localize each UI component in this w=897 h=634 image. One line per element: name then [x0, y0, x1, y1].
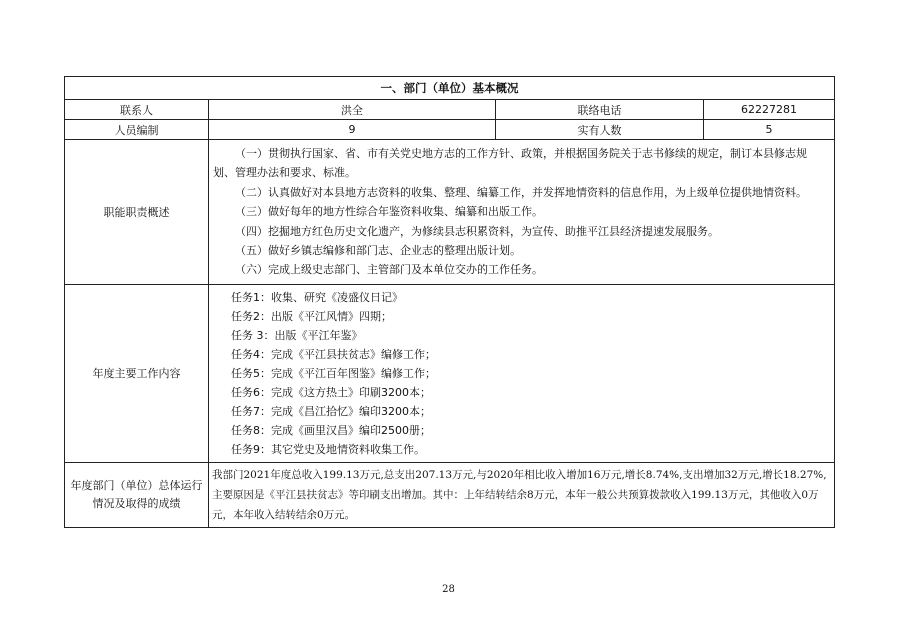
task-item: 任务5：完成《平江百年图鉴》编修工作；: [231, 366, 436, 380]
contact-value: 洪全: [209, 100, 496, 120]
duty-item: （一）贯彻执行国家、省、市有关党史地方志的工作方针、政策，并根据国务院关于志书修续的规定，制订本县修志规划、管理办法和要求、标准。: [213, 147, 807, 180]
tasks-label: 年度主要工作内容: [65, 284, 209, 462]
duties-content: [209, 140, 835, 285]
contact-row: [65, 100, 835, 120]
summary-text: 我部门2021年度总收入199.13万元,总支出207.13万元,与2020年相比收入增加16万元,增长8.74%,支出增加32万元,增长18.27%,主要原因是《平江县扶贫志》等印刷支出增加。其中：上年结转结余8万元，本年一般公共预算拨款收入199.13万元，其他收入0万元，本年收入结转结余0万元。: [209, 462, 835, 527]
task-item: 任务7：完成《昌江拾忆》编印3200本；: [231, 404, 431, 418]
duty-item: （六）完成上级史志部门、主管部门及本单位交办的工作任务。: [235, 263, 543, 277]
duties-label: 职能职责概述: [65, 140, 209, 285]
task-item: 任务 3：出版《平江年鉴》: [231, 328, 363, 342]
task-item: 任务9：其它党史及地情资料收集工作。: [231, 442, 425, 456]
phone-value: 62227281: [704, 100, 835, 120]
actual-staff-label: 实有人数: [496, 120, 704, 140]
page-number: 28: [442, 584, 455, 595]
task-item: 任务8：完成《画里汉昌》编印2500册；: [231, 423, 431, 437]
staff-value: 9: [209, 120, 496, 140]
basic-info-table: [64, 76, 835, 528]
duty-item: （三）做好每年的地方性综合年鉴资料收集、编纂和出版工作。: [235, 205, 543, 219]
duty-item: （五）做好乡镇志编修和部门志、企业志的整理出版计划。: [235, 244, 521, 258]
duty-item: （二）认真做好对本县地方志资料的收集、整理、编纂工作，并发挥地情资料的信息作用，为上级单位提供地情资料。: [235, 185, 807, 199]
task-item: 任务1：收集、研究《凌盛仪日记》: [231, 290, 403, 304]
tasks-content: [209, 284, 835, 462]
actual-staff-value: 5: [704, 120, 835, 140]
summary-row: [65, 462, 835, 527]
duties-row: [65, 140, 835, 285]
task-item: 任务6：完成《这方热土》印刷3200本；: [231, 385, 431, 399]
contact-label: 联系人: [65, 100, 209, 120]
phone-label: 联络电话: [496, 100, 704, 120]
staff-row: [65, 120, 835, 140]
table-title: 一、部门（单位）基本概况: [65, 77, 835, 100]
summary-label: 年度部门（单位）总体运行情况及取得的成绩: [65, 462, 209, 527]
duty-item: （四）挖掘地方红色历史文化遗产，为修续县志积累资料，为宣传、助推平江县经济提速发展服务。: [235, 224, 719, 238]
tasks-row: [65, 284, 835, 462]
staff-label: 人员编制: [65, 120, 209, 140]
task-item: 任务4：完成《平江县扶贫志》编修工作；: [231, 347, 436, 361]
task-item: 任务2：出版《平江风情》四期；: [231, 309, 392, 323]
